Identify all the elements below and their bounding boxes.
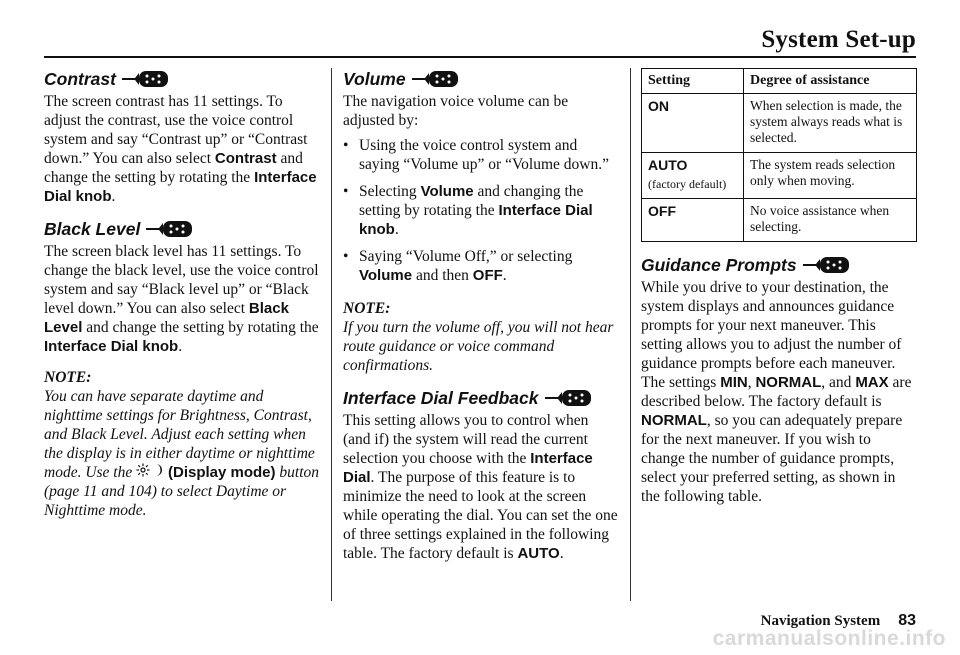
table-row	[642, 153, 917, 199]
column-divider-2	[630, 68, 631, 601]
sun-icon	[136, 463, 150, 482]
page-title: System Set-up	[761, 26, 916, 53]
volume-list	[343, 136, 619, 285]
assistance-table	[641, 68, 917, 242]
guidance-heading-text: Guidance Prompts	[641, 255, 797, 275]
volume-heading-text: Volume	[343, 69, 406, 89]
note-body: If you turn the volume off, you will not hear route guidance or voice command confirmations.	[343, 319, 614, 374]
footer-label: Navigation System	[760, 613, 881, 629]
black-level-body: The screen black level has 11 settings. To change the black level, use the voice control system and say “Black level up” or “Black level down.” You can also select Black Level and change the setting by rotating the Interface Dial knob.	[44, 243, 319, 355]
voice-control-icon	[412, 70, 460, 88]
contrast-heading	[44, 68, 320, 90]
note-heading: NOTE:	[44, 369, 92, 386]
guidance-heading	[641, 254, 917, 276]
column-divider-1	[331, 68, 332, 601]
black-level-heading	[44, 218, 320, 240]
table-cell-desc: The system reads selection only when moving.	[744, 153, 917, 199]
list-item: • Using the voice control system and saying “Volume up” or “Volume down.”	[343, 136, 619, 174]
table-cell-setting: AUTO (factory default)	[642, 153, 744, 199]
voice-control-icon	[803, 256, 851, 274]
table-cell-desc: When selection is made, the system always reads what is selected.	[744, 94, 917, 153]
table-cell-desc: No voice assistance when selecting.	[744, 199, 917, 242]
table-cell-setting: OFF	[642, 199, 744, 242]
volume-intro: The navigation voice volume can be adjusted by:	[343, 93, 569, 129]
table-row	[642, 94, 917, 153]
volume-heading	[343, 68, 619, 90]
note-heading: NOTE:	[343, 300, 391, 317]
table-header-setting: Setting	[642, 69, 744, 94]
voice-control-icon	[122, 70, 170, 88]
moon-icon	[154, 463, 164, 482]
voice-control-icon	[146, 220, 194, 238]
table-row	[642, 199, 917, 242]
list-item: • Saying “Volume Off,” or selecting Volume and then OFF.	[343, 247, 619, 285]
header-rule	[44, 56, 916, 58]
contrast-body: The screen contrast has 11 settings. To adjust the contrast, use the voice control system and say “Contrast up” or “Contrast down.” You can also select Contrast and change the setting by rotating the Interface Dial knob.	[44, 93, 317, 205]
column-2	[343, 68, 619, 563]
table-header-degree: Degree of assistance	[744, 69, 917, 94]
list-item: • Selecting Volume and changing the setting by rotating the Interface Dial knob.	[343, 182, 619, 239]
note-body: You can have separate daytime and nighttime settings for Brightness, Contrast, and Black Level. Adjust each setting when the display is in either daytime or nighttime mode. Use the (Display mode) button (page 11 and 104) to select Daytime or Nighttime mode.	[44, 388, 320, 519]
page-number: 83	[898, 612, 916, 629]
feedback-heading-text: Interface Dial Feedback	[343, 388, 539, 408]
column-1	[44, 68, 320, 520]
watermark: carmanualsonline.info	[712, 627, 946, 650]
feedback-body: This setting allows you to control when (and if) the system will read the current selection you choose with the Interface Dial. The purpose of this feature is to minimize the need to look at the screen while operating the dial. You can set the one of three settings explained in the following table. The factory default is AUTO.	[343, 412, 618, 562]
column-3	[641, 68, 917, 506]
guidance-body: While you drive to your destination, the system displays and announces guidance prompts for your next maneuver. This setting allows you to adjust the number of guidance prompts before each maneuver. The settings MIN, NORMAL, and MAX are described below. The factory default is NORMAL, so you can adequately prepare for the next maneuver. If you wish to change the number of guidance prompts, select your preferred setting, as shown in the following table.	[641, 279, 912, 505]
contrast-heading-text: Contrast	[44, 69, 116, 89]
table-header-row	[642, 69, 917, 94]
table-cell-setting: ON	[642, 94, 744, 153]
black-level-heading-text: Black Level	[44, 219, 141, 239]
voice-control-icon	[545, 389, 593, 407]
feedback-heading	[343, 387, 619, 409]
